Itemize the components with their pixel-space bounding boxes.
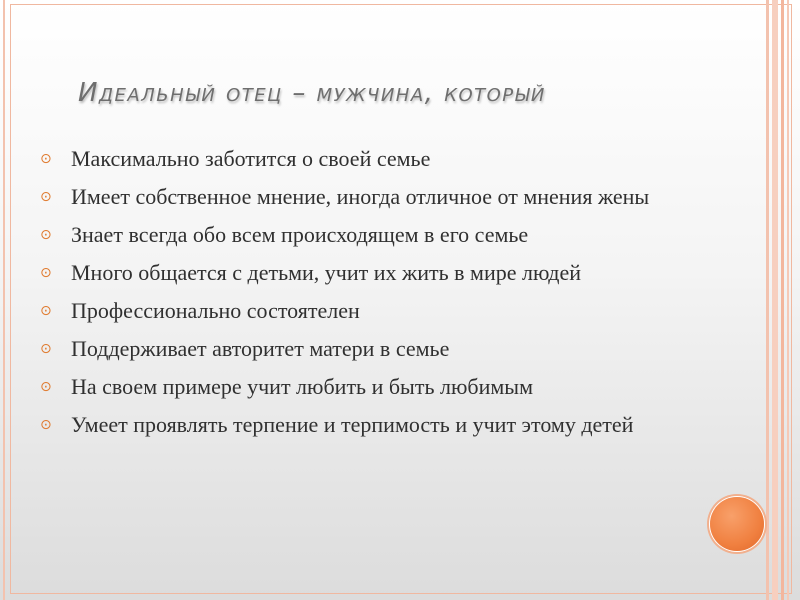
- bullet-marker-icon: ⊙: [40, 227, 52, 243]
- orange-circle-ornament: [710, 497, 764, 551]
- bullet-item: [40, 410, 700, 439]
- left-decorative-rule: [3, 0, 5, 600]
- bullet-list: [40, 144, 700, 448]
- bullet-marker-icon: ⊙: [40, 189, 52, 205]
- bullet-marker-icon: ⊙: [40, 417, 52, 433]
- bullet-marker-icon: ⊙: [40, 341, 52, 357]
- bullet-text: Знает всегда обо всем происходящем в его семье: [71, 222, 529, 247]
- bullet-text: Поддерживает авторитет матери в семье: [71, 336, 450, 361]
- bullet-item: [40, 258, 700, 287]
- bullet-marker-icon: ⊙: [40, 265, 52, 281]
- bullet-item: [40, 372, 700, 401]
- bullet-item: [40, 144, 700, 173]
- bullet-text: Максимально заботится о своей семье: [71, 146, 431, 171]
- slide-title: Идеальный отец – мужчина, который: [78, 78, 546, 108]
- bullet-text: Имеет собственное мнение, иногда отличное от мнения жены: [71, 184, 650, 209]
- right-decorative-stripe: [772, 0, 778, 600]
- bullet-text: На своем примере учит любить и быть любимым: [71, 374, 533, 399]
- right-decorative-stripe: [766, 0, 769, 600]
- bullet-item: [40, 296, 700, 325]
- bullet-text: Умеет проявлять терпение и терпимость и учит этому детей: [71, 412, 634, 437]
- bullet-marker-icon: ⊙: [40, 151, 52, 167]
- bullet-text: Профессионально состоятелен: [71, 298, 360, 323]
- bullet-item: [40, 220, 700, 249]
- right-decorative-stripe: [781, 0, 784, 600]
- bullet-item: [40, 334, 700, 363]
- bullet-text: Много общается с детьми, учит их жить в мире людей: [71, 260, 582, 285]
- bullet-item: [40, 182, 700, 211]
- bullet-marker-icon: ⊙: [40, 303, 52, 319]
- right-decorative-stripe: [787, 0, 789, 600]
- bullet-marker-icon: ⊙: [40, 379, 52, 395]
